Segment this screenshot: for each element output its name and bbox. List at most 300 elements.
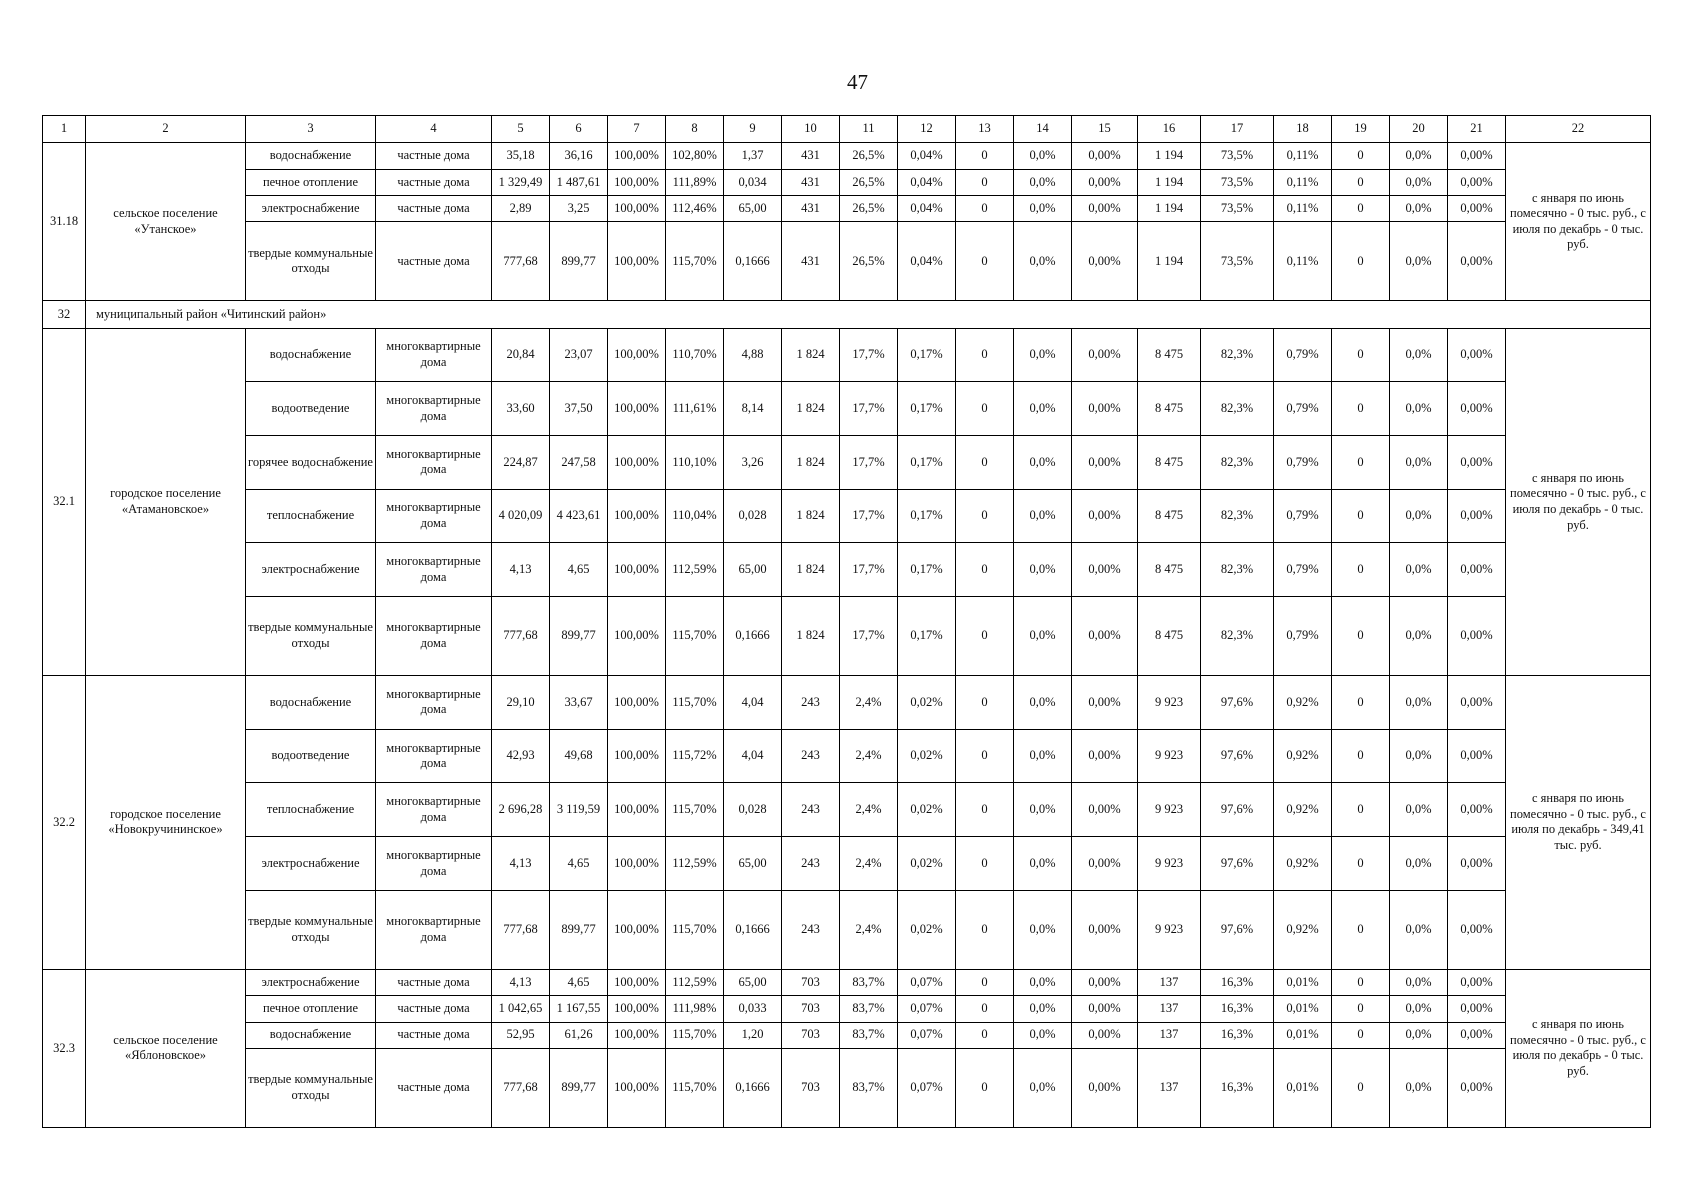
value-cell: 0,00% (1072, 382, 1138, 436)
value-cell: 16,3% (1201, 996, 1274, 1022)
value-cell: 97,6% (1201, 783, 1274, 837)
value-cell: 4,65 (550, 543, 608, 597)
value-cell: 29,10 (492, 676, 550, 730)
value-cell: 115,70% (666, 1022, 724, 1048)
value-cell: 97,6% (1201, 837, 1274, 891)
value-cell: 0,00% (1072, 783, 1138, 837)
value-cell: 112,59% (666, 837, 724, 891)
value-cell: 0 (1332, 328, 1390, 382)
header-cell: 7 (608, 116, 666, 143)
value-cell: 243 (782, 783, 840, 837)
value-cell: 0,0% (1014, 837, 1072, 891)
value-cell: 0,17% (898, 328, 956, 382)
housing-type-cell: многоквартирные дома (376, 436, 492, 490)
value-cell: 0,028 (724, 783, 782, 837)
value-cell: 0,79% (1274, 436, 1332, 490)
value-cell: 0,0% (1390, 837, 1448, 891)
value-cell: 0 (956, 1022, 1014, 1048)
value-cell: 0,17% (898, 382, 956, 436)
header-cell: 12 (898, 116, 956, 143)
value-cell: 0 (956, 169, 1014, 195)
table-row (43, 890, 1651, 969)
value-cell: 82,3% (1201, 543, 1274, 597)
value-cell: 0,00% (1448, 328, 1506, 382)
value-cell: 137 (1138, 996, 1201, 1022)
header-cell: 21 (1448, 116, 1506, 143)
value-cell: 100,00% (608, 597, 666, 676)
housing-type-cell: многоквартирные дома (376, 676, 492, 730)
value-cell: 52,95 (492, 1022, 550, 1048)
value-cell: 82,3% (1201, 489, 1274, 543)
value-cell: 0 (956, 543, 1014, 597)
value-cell: 100,00% (608, 969, 666, 995)
value-cell: 0,0% (1014, 996, 1072, 1022)
value-cell: 703 (782, 996, 840, 1022)
housing-type-cell: частные дома (376, 222, 492, 301)
value-cell: 0,1666 (724, 1048, 782, 1127)
value-cell: 0,00% (1072, 890, 1138, 969)
value-cell: 0 (1332, 436, 1390, 490)
value-cell: 0,0% (1390, 382, 1448, 436)
value-cell: 26,5% (840, 143, 898, 169)
value-cell: 0,07% (898, 1022, 956, 1048)
value-cell: 2,4% (840, 837, 898, 891)
row-number: 32.1 (43, 328, 86, 675)
housing-type-cell: многоквартирные дома (376, 543, 492, 597)
value-cell: 16,3% (1201, 1022, 1274, 1048)
value-cell: 0 (1332, 783, 1390, 837)
value-cell: 1 824 (782, 597, 840, 676)
value-cell: 115,70% (666, 783, 724, 837)
value-cell: 1 487,61 (550, 169, 608, 195)
value-cell: 17,7% (840, 436, 898, 490)
value-cell: 1 194 (1138, 143, 1201, 169)
header-cell: 5 (492, 116, 550, 143)
value-cell: 100,00% (608, 1022, 666, 1048)
table-row (43, 996, 1651, 1022)
value-cell: 8 475 (1138, 436, 1201, 490)
value-cell: 8 475 (1138, 382, 1201, 436)
value-cell: 0 (956, 196, 1014, 222)
value-cell: 20,84 (492, 328, 550, 382)
value-cell: 4,65 (550, 837, 608, 891)
value-cell: 0 (956, 328, 1014, 382)
value-cell: 4,13 (492, 969, 550, 995)
value-cell: 0 (1332, 222, 1390, 301)
value-cell: 0,00% (1448, 1048, 1506, 1127)
value-cell: 0,17% (898, 597, 956, 676)
value-cell: 0,11% (1274, 222, 1332, 301)
settlement-name: городское поселение «Атамановское» (86, 328, 246, 675)
value-cell: 112,59% (666, 969, 724, 995)
value-cell: 82,3% (1201, 382, 1274, 436)
housing-type-cell: многоквартирные дома (376, 783, 492, 837)
value-cell: 0,034 (724, 169, 782, 195)
value-cell: 0,92% (1274, 890, 1332, 969)
value-cell: 2,89 (492, 196, 550, 222)
value-cell: 65,00 (724, 837, 782, 891)
value-cell: 4,13 (492, 837, 550, 891)
value-cell: 61,26 (550, 1022, 608, 1048)
value-cell: 0,00% (1448, 597, 1506, 676)
table-row (43, 783, 1651, 837)
value-cell: 4,04 (724, 676, 782, 730)
header-cell: 13 (956, 116, 1014, 143)
value-cell: 0 (1332, 676, 1390, 730)
header-row (43, 116, 1651, 143)
value-cell: 2,4% (840, 676, 898, 730)
value-cell: 8 475 (1138, 328, 1201, 382)
value-cell: 0 (956, 382, 1014, 436)
value-cell: 0,00% (1448, 729, 1506, 783)
value-cell: 0,0% (1014, 969, 1072, 995)
value-cell: 0 (1332, 143, 1390, 169)
row-number: 32.2 (43, 676, 86, 970)
housing-type-cell: частные дома (376, 1048, 492, 1127)
value-cell: 17,7% (840, 489, 898, 543)
value-cell: 777,68 (492, 222, 550, 301)
value-cell: 0,07% (898, 1048, 956, 1127)
service-cell: теплоснабжение (246, 489, 376, 543)
value-cell: 137 (1138, 969, 1201, 995)
value-cell: 100,00% (608, 489, 666, 543)
value-cell: 0 (956, 996, 1014, 1022)
value-cell: 0,0% (1390, 1048, 1448, 1127)
header-cell: 6 (550, 116, 608, 143)
value-cell: 0,04% (898, 143, 956, 169)
header-cell: 2 (86, 116, 246, 143)
value-cell: 37,50 (550, 382, 608, 436)
value-cell: 0 (1332, 890, 1390, 969)
value-cell: 243 (782, 676, 840, 730)
value-cell: 0 (956, 890, 1014, 969)
value-cell: 4 020,09 (492, 489, 550, 543)
table-row (43, 143, 1651, 169)
value-cell: 2,4% (840, 890, 898, 969)
housing-type-cell: многоквартирные дома (376, 382, 492, 436)
value-cell: 0,0% (1390, 222, 1448, 301)
value-cell: 0 (956, 143, 1014, 169)
value-cell: 16,3% (1201, 969, 1274, 995)
housing-type-cell: частные дома (376, 143, 492, 169)
table-row (43, 328, 1651, 382)
value-cell: 0,01% (1274, 969, 1332, 995)
value-cell: 0,0% (1390, 676, 1448, 730)
value-cell: 100,00% (608, 676, 666, 730)
value-cell: 8,14 (724, 382, 782, 436)
value-cell: 1 194 (1138, 222, 1201, 301)
table-row (43, 436, 1651, 490)
table-row (43, 222, 1651, 301)
value-cell: 0,02% (898, 729, 956, 783)
table-row (43, 676, 1651, 730)
value-cell: 2,4% (840, 729, 898, 783)
value-cell: 0,92% (1274, 676, 1332, 730)
value-cell: 2,4% (840, 783, 898, 837)
value-cell: 0 (956, 729, 1014, 783)
value-cell: 115,70% (666, 222, 724, 301)
value-cell: 0,00% (1448, 222, 1506, 301)
value-cell: 0 (1332, 382, 1390, 436)
value-cell: 0,0% (1390, 436, 1448, 490)
value-cell: 73,5% (1201, 143, 1274, 169)
value-cell: 0 (1332, 169, 1390, 195)
value-cell: 0,00% (1072, 676, 1138, 730)
value-cell: 0 (1332, 729, 1390, 783)
value-cell: 0 (956, 676, 1014, 730)
value-cell: 0,0% (1014, 382, 1072, 436)
value-cell: 100,00% (608, 222, 666, 301)
value-cell: 0,00% (1072, 436, 1138, 490)
value-cell: 703 (782, 969, 840, 995)
table-row (43, 729, 1651, 783)
service-cell: водоснабжение (246, 143, 376, 169)
value-cell: 0 (1332, 837, 1390, 891)
header-cell: 19 (1332, 116, 1390, 143)
value-cell: 1 824 (782, 543, 840, 597)
value-cell: 899,77 (550, 597, 608, 676)
value-cell: 137 (1138, 1048, 1201, 1127)
value-cell: 0 (956, 597, 1014, 676)
value-cell: 0 (956, 837, 1014, 891)
value-cell: 0,0% (1390, 169, 1448, 195)
value-cell: 0 (956, 436, 1014, 490)
value-cell: 1 194 (1138, 196, 1201, 222)
service-cell: электроснабжение (246, 837, 376, 891)
value-cell: 899,77 (550, 890, 608, 969)
value-cell: 3 119,59 (550, 783, 608, 837)
value-cell: 33,67 (550, 676, 608, 730)
value-cell: 0,17% (898, 543, 956, 597)
value-cell: 0,0% (1390, 543, 1448, 597)
value-cell: 82,3% (1201, 436, 1274, 490)
header-cell: 9 (724, 116, 782, 143)
value-cell: 1 167,55 (550, 996, 608, 1022)
value-cell: 431 (782, 143, 840, 169)
value-cell: 0,00% (1072, 489, 1138, 543)
value-cell: 9 923 (1138, 676, 1201, 730)
value-cell: 0,00% (1072, 328, 1138, 382)
value-cell: 0,0% (1014, 543, 1072, 597)
value-cell: 65,00 (724, 196, 782, 222)
value-cell: 17,7% (840, 543, 898, 597)
service-cell: печное отопление (246, 996, 376, 1022)
value-cell: 4,88 (724, 328, 782, 382)
row-number: 32.3 (43, 969, 86, 1127)
value-cell: 100,00% (608, 436, 666, 490)
value-cell: 0 (956, 969, 1014, 995)
value-cell: 0,79% (1274, 597, 1332, 676)
value-cell: 0 (956, 489, 1014, 543)
value-cell: 0,0% (1390, 729, 1448, 783)
value-cell: 1 329,49 (492, 169, 550, 195)
service-cell: электроснабжение (246, 543, 376, 597)
value-cell: 111,98% (666, 996, 724, 1022)
value-cell: 0,1666 (724, 890, 782, 969)
table-row (43, 543, 1651, 597)
value-cell: 0,0% (1014, 489, 1072, 543)
value-cell: 0,00% (1072, 837, 1138, 891)
housing-type-cell: частные дома (376, 196, 492, 222)
value-cell: 0 (1332, 597, 1390, 676)
service-cell: печное отопление (246, 169, 376, 195)
value-cell: 0,01% (1274, 1022, 1332, 1048)
value-cell: 4,04 (724, 729, 782, 783)
value-cell: 0,07% (898, 969, 956, 995)
header-cell: 14 (1014, 116, 1072, 143)
value-cell: 703 (782, 1022, 840, 1048)
value-cell: 112,59% (666, 543, 724, 597)
value-cell: 431 (782, 169, 840, 195)
value-cell: 0,04% (898, 196, 956, 222)
table-row (43, 489, 1651, 543)
value-cell: 0,0% (1014, 222, 1072, 301)
value-cell: 1 824 (782, 328, 840, 382)
value-cell: 0 (1332, 489, 1390, 543)
value-cell: 49,68 (550, 729, 608, 783)
value-cell: 83,7% (840, 996, 898, 1022)
value-cell: 100,00% (608, 837, 666, 891)
value-cell: 0,79% (1274, 328, 1332, 382)
value-cell: 0,0% (1390, 489, 1448, 543)
value-cell: 0,00% (1072, 729, 1138, 783)
value-cell: 100,00% (608, 890, 666, 969)
value-cell: 9 923 (1138, 729, 1201, 783)
value-cell: 115,72% (666, 729, 724, 783)
value-cell: 0 (1332, 996, 1390, 1022)
table-row (43, 169, 1651, 195)
value-cell: 0,033 (724, 996, 782, 1022)
header-cell: 1 (43, 116, 86, 143)
value-cell: 0,00% (1448, 196, 1506, 222)
value-cell: 0 (1332, 969, 1390, 995)
value-cell: 899,77 (550, 222, 608, 301)
value-cell: 3,25 (550, 196, 608, 222)
service-cell: твердые коммунальные отходы (246, 1048, 376, 1127)
value-cell: 0,00% (1072, 1022, 1138, 1048)
value-cell: 100,00% (608, 328, 666, 382)
value-cell: 115,70% (666, 597, 724, 676)
value-cell: 0,0% (1014, 890, 1072, 969)
header-cell: 8 (666, 116, 724, 143)
value-cell: 703 (782, 1048, 840, 1127)
row-number: 31.18 (43, 143, 86, 301)
header-cell: 18 (1274, 116, 1332, 143)
service-cell: водоотведение (246, 729, 376, 783)
value-cell: 16,3% (1201, 1048, 1274, 1127)
table-row (43, 597, 1651, 676)
value-cell: 1 824 (782, 382, 840, 436)
value-cell: 0,11% (1274, 196, 1332, 222)
value-cell: 0,00% (1072, 996, 1138, 1022)
section-title: муниципальный район «Читинский район» (86, 301, 1651, 328)
service-cell: электроснабжение (246, 969, 376, 995)
value-cell: 0,0% (1014, 783, 1072, 837)
value-cell: 243 (782, 837, 840, 891)
value-cell: 1 824 (782, 436, 840, 490)
header-cell: 20 (1390, 116, 1448, 143)
page-number: 47 (847, 70, 868, 94)
value-cell: 0,0% (1014, 169, 1072, 195)
value-cell: 247,58 (550, 436, 608, 490)
value-cell: 0,00% (1072, 543, 1138, 597)
value-cell: 0,79% (1274, 489, 1332, 543)
value-cell: 73,5% (1201, 222, 1274, 301)
payment-note: с января по июнь помесячно - 0 тыс. руб., с июля по декабрь - 0 тыс. руб. (1506, 328, 1651, 675)
value-cell: 0 (1332, 543, 1390, 597)
value-cell: 115,70% (666, 676, 724, 730)
table-body (43, 116, 1651, 1128)
value-cell: 0,11% (1274, 169, 1332, 195)
value-cell: 100,00% (608, 169, 666, 195)
value-cell: 100,00% (608, 382, 666, 436)
value-cell: 0,0% (1390, 196, 1448, 222)
header-cell: 17 (1201, 116, 1274, 143)
value-cell: 0,0% (1390, 996, 1448, 1022)
value-cell: 112,46% (666, 196, 724, 222)
value-cell: 0,01% (1274, 996, 1332, 1022)
value-cell: 26,5% (840, 169, 898, 195)
value-cell: 0 (956, 222, 1014, 301)
value-cell: 0,0% (1390, 597, 1448, 676)
value-cell: 1 194 (1138, 169, 1201, 195)
value-cell: 97,6% (1201, 676, 1274, 730)
value-cell: 0,00% (1072, 222, 1138, 301)
value-cell: 0,92% (1274, 729, 1332, 783)
value-cell: 102,80% (666, 143, 724, 169)
value-cell: 0,0% (1014, 676, 1072, 730)
housing-type-cell: частные дома (376, 996, 492, 1022)
value-cell: 100,00% (608, 996, 666, 1022)
section-number: 32 (43, 301, 86, 328)
value-cell: 1 824 (782, 489, 840, 543)
table-row (43, 196, 1651, 222)
table-row (43, 1048, 1651, 1127)
header-cell: 15 (1072, 116, 1138, 143)
value-cell: 8 475 (1138, 597, 1201, 676)
value-cell: 1,37 (724, 143, 782, 169)
value-cell: 0,0% (1014, 1022, 1072, 1048)
value-cell: 26,5% (840, 196, 898, 222)
value-cell: 243 (782, 729, 840, 783)
value-cell: 0,00% (1448, 837, 1506, 891)
value-cell: 83,7% (840, 1048, 898, 1127)
value-cell: 115,70% (666, 890, 724, 969)
value-cell: 0,0% (1390, 890, 1448, 969)
table-row (43, 837, 1651, 891)
value-cell: 17,7% (840, 597, 898, 676)
value-cell: 0,0% (1390, 969, 1448, 995)
value-cell: 4 423,61 (550, 489, 608, 543)
value-cell: 4,65 (550, 969, 608, 995)
value-cell: 777,68 (492, 890, 550, 969)
value-cell: 0,0% (1014, 597, 1072, 676)
service-cell: твердые коммунальные отходы (246, 222, 376, 301)
value-cell: 0,1666 (724, 222, 782, 301)
housing-type-cell: многоквартирные дома (376, 597, 492, 676)
value-cell: 73,5% (1201, 169, 1274, 195)
value-cell: 0,00% (1072, 1048, 1138, 1127)
housing-type-cell: частные дома (376, 969, 492, 995)
value-cell: 73,5% (1201, 196, 1274, 222)
value-cell: 0,00% (1448, 996, 1506, 1022)
value-cell: 83,7% (840, 1022, 898, 1048)
value-cell: 0,00% (1448, 969, 1506, 995)
value-cell: 0 (956, 783, 1014, 837)
service-cell: твердые коммунальные отходы (246, 597, 376, 676)
header-cell: 10 (782, 116, 840, 143)
value-cell: 777,68 (492, 597, 550, 676)
